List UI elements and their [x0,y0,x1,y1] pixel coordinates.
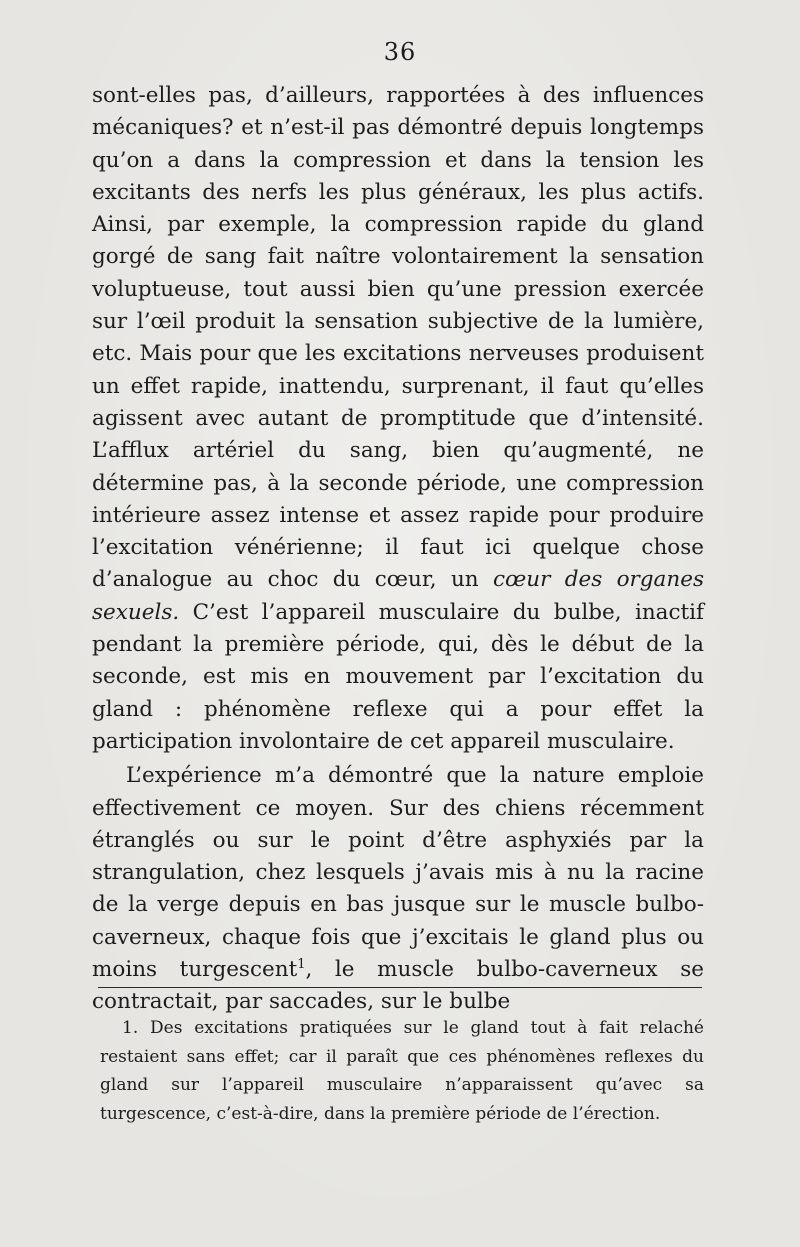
page-number: 36 [383,38,417,66]
paragraph-2 [92,760,704,1018]
paragraph-2-text: L’expérience m’a démontré que la nature emploie effectivement ce moyen. Sur des chiens récemment étranglés ou sur le point d’être asphyxiés par la strangulation, chez lesquels j’avais mis à nu la racine de la verge depuis en bas jusque sur le muscle bulbo-caverneux, chaque fois que j’excitais le gland plus ou moins turgescent [92,763,704,983]
paragraph-2-tail: , le muscle bulbo-caverneux se contractait, par saccades, sur le bulbe [92,957,704,1015]
paragraph-1-text: sont-elles pas, d’ailleurs, rapportées à des influences mécaniques? et n’est-il pas démontré depuis longtemps qu’on a dans la compression et dans la tension les excitants des nerfs les plus généraux, les plus actifs. Ainsi, par exemple, la compression rapide du gland gorgé de sang fait naître volontairement la sensation voluptueuse, tout aussi bien qu’une pression exercée sur l’œil produit la sensation subjective de la lumière, etc. Mais pour que les excitations nerveuses produisent un effet rapide, inattendu, surprenant, il faut qu’elles agissent avec autant de promptitude que d’intensité. L’afflux artériel du sang, bien qu’augmenté, ne détermine pas, à la seconde période, une compression intérieure assez intense et assez rapide pour produire l’excitation vénérienne; il faut ici quelque chose d’analogue au choc du cœur, un [92,83,704,593]
paragraph-1 [92,80,704,758]
footnote-divider [98,987,702,988]
main-text [92,80,704,1019]
paragraph-1-tail: C’est l’appareil musculaire du bulbe, inactif pendant la première période, qui, dès le début de la seconde, est mis en mouvement par l’excitation du gland : phénomène reflexe qui a pour effet la participation involontaire de cet appareil musculaire. [92,599,704,754]
footnote: 1. Des excitations pratiquées sur le gland tout à fait relaché restaient sans effet; car il paraît que ces phénomènes reflexes du gland sur l’appareil musculaire n’apparaissent qu’avec sa turgescence, c’est-à-dire, dans la première période de l’érection. [100,1018,704,1124]
paragraph-1-emphasis: cœur des organes sexuels. [92,567,704,625]
footnote-reference: 1 [297,956,306,972]
